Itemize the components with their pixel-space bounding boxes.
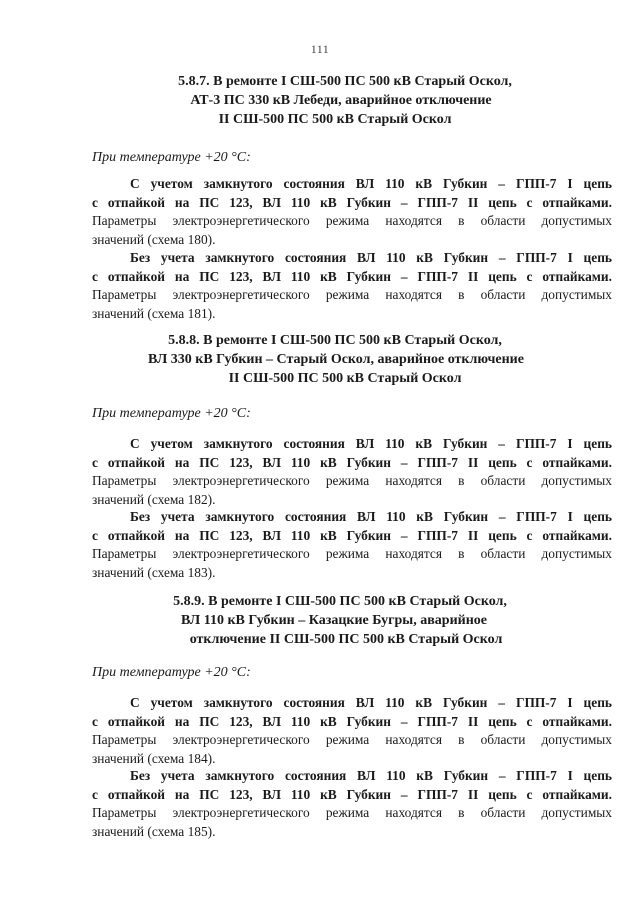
temperature-label: При температуре +20 °С: bbox=[92, 406, 251, 421]
section-5-8-9 bbox=[0, 592, 640, 649]
paragraph-line: с отпайкой на ПС 123, ВЛ 110 кВ Губкин – ГПП-7 II цепь с отпайками. bbox=[92, 527, 612, 543]
paragraph-line: Параметры электроэнергетического режима находятся в области допустимых bbox=[92, 546, 612, 561]
paragraph-with-closed-state bbox=[92, 435, 612, 509]
paragraph-line: с отпайкой на ПС 123, ВЛ 110 кВ Губкин – ГПП-7 II цепь с отпайками. bbox=[92, 194, 612, 210]
section-heading bbox=[0, 592, 640, 649]
heading-line: 5.8.9. В ремонте I СШ-500 ПС 500 кВ Старый Оскол, bbox=[173, 594, 507, 609]
paragraph-without-closed-state bbox=[92, 767, 612, 841]
heading-line: АТ-3 ПС 330 кВ Лебеди, аварийное отключение bbox=[190, 93, 492, 108]
paragraph-line: с отпайкой на ПС 123, ВЛ 110 кВ Губкин – ГПП-7 II цепь с отпайками. bbox=[92, 786, 612, 802]
paragraph-line: значений (схема 183). bbox=[92, 564, 216, 580]
temperature-label: При температуре +20 °С: bbox=[92, 150, 251, 165]
paragraph-with-closed-state bbox=[92, 175, 612, 249]
section-heading bbox=[0, 72, 640, 129]
heading-line: 5.8.8. В ремонте I СШ-500 ПС 500 кВ Старый Оскол, bbox=[168, 333, 502, 348]
paragraph-with-closed-state bbox=[92, 694, 612, 768]
paragraph-line: Параметры электроэнергетического режима находятся в области допустимых bbox=[92, 473, 612, 488]
paragraph-line: Параметры электроэнергетического режима находятся в области допустимых bbox=[92, 213, 612, 228]
heading-line: II СШ-500 ПС 500 кВ Старый Оскол bbox=[228, 371, 462, 386]
paragraph-line: С учетом замкнутого состояния ВЛ 110 кВ Губкин – ГПП-7 I цепь bbox=[130, 176, 612, 191]
heading-line: 5.8.7. В ремонте I СШ-500 ПС 500 кВ Старый Оскол, bbox=[178, 74, 512, 89]
paragraph-line: Без учета замкнутого состояния ВЛ 110 кВ Губкин – ГПП-7 I цепь bbox=[130, 768, 612, 783]
paragraph-line: Параметры электроэнергетического режима находятся в области допустимых bbox=[92, 732, 612, 747]
temperature-label: При температуре +20 °С: bbox=[92, 665, 251, 680]
heading-line: ВЛ 330 кВ Губкин – Старый Оскол, аварийное отключение bbox=[148, 352, 524, 367]
heading-line: ВЛ 110 кВ Губкин – Казацкие Бугры, аварийное bbox=[180, 613, 487, 628]
paragraph-line: значений (схема 182). bbox=[92, 491, 216, 507]
paragraph-line: Параметры электроэнергетического режима находятся в области допустимых bbox=[92, 805, 612, 820]
paragraph-line: с отпайкой на ПС 123, ВЛ 110 кВ Губкин – ГПП-7 II цепь с отпайками. bbox=[92, 713, 612, 729]
paragraph-without-closed-state bbox=[92, 508, 612, 582]
paragraph-line: с отпайкой на ПС 123, ВЛ 110 кВ Губкин – ГПП-7 II цепь с отпайками. bbox=[92, 268, 612, 284]
paragraph-line: значений (схема 185). bbox=[92, 823, 216, 839]
section-heading bbox=[0, 331, 640, 388]
section-5-8-8 bbox=[0, 331, 640, 388]
paragraph-line: С учетом замкнутого состояния ВЛ 110 кВ Губкин – ГПП-7 I цепь bbox=[130, 695, 612, 710]
page-number: 111 bbox=[310, 42, 330, 56]
paragraph-line: С учетом замкнутого состояния ВЛ 110 кВ Губкин – ГПП-7 I цепь bbox=[130, 436, 612, 451]
heading-line: отключение II СШ-500 ПС 500 кВ Старый Оскол bbox=[189, 632, 503, 647]
paragraph-line: с отпайкой на ПС 123, ВЛ 110 кВ Губкин – ГПП-7 II цепь с отпайками. bbox=[92, 454, 612, 470]
paragraph-without-closed-state bbox=[92, 249, 612, 323]
heading-line: II СШ-500 ПС 500 кВ Старый Оскол bbox=[218, 112, 452, 127]
paragraph-line: Без учета замкнутого состояния ВЛ 110 кВ Губкин – ГПП-7 I цепь bbox=[130, 509, 612, 524]
paragraph-line: Без учета замкнутого состояния ВЛ 110 кВ Губкин – ГПП-7 I цепь bbox=[130, 250, 612, 265]
paragraph-line: Параметры электроэнергетического режима находятся в области допустимых bbox=[92, 287, 612, 302]
paragraph-line: значений (схема 184). bbox=[92, 750, 216, 766]
paragraph-line: значений (схема 181). bbox=[92, 305, 216, 321]
paragraph-line: значений (схема 180). bbox=[92, 231, 216, 247]
section-5-8-7 bbox=[0, 72, 640, 129]
